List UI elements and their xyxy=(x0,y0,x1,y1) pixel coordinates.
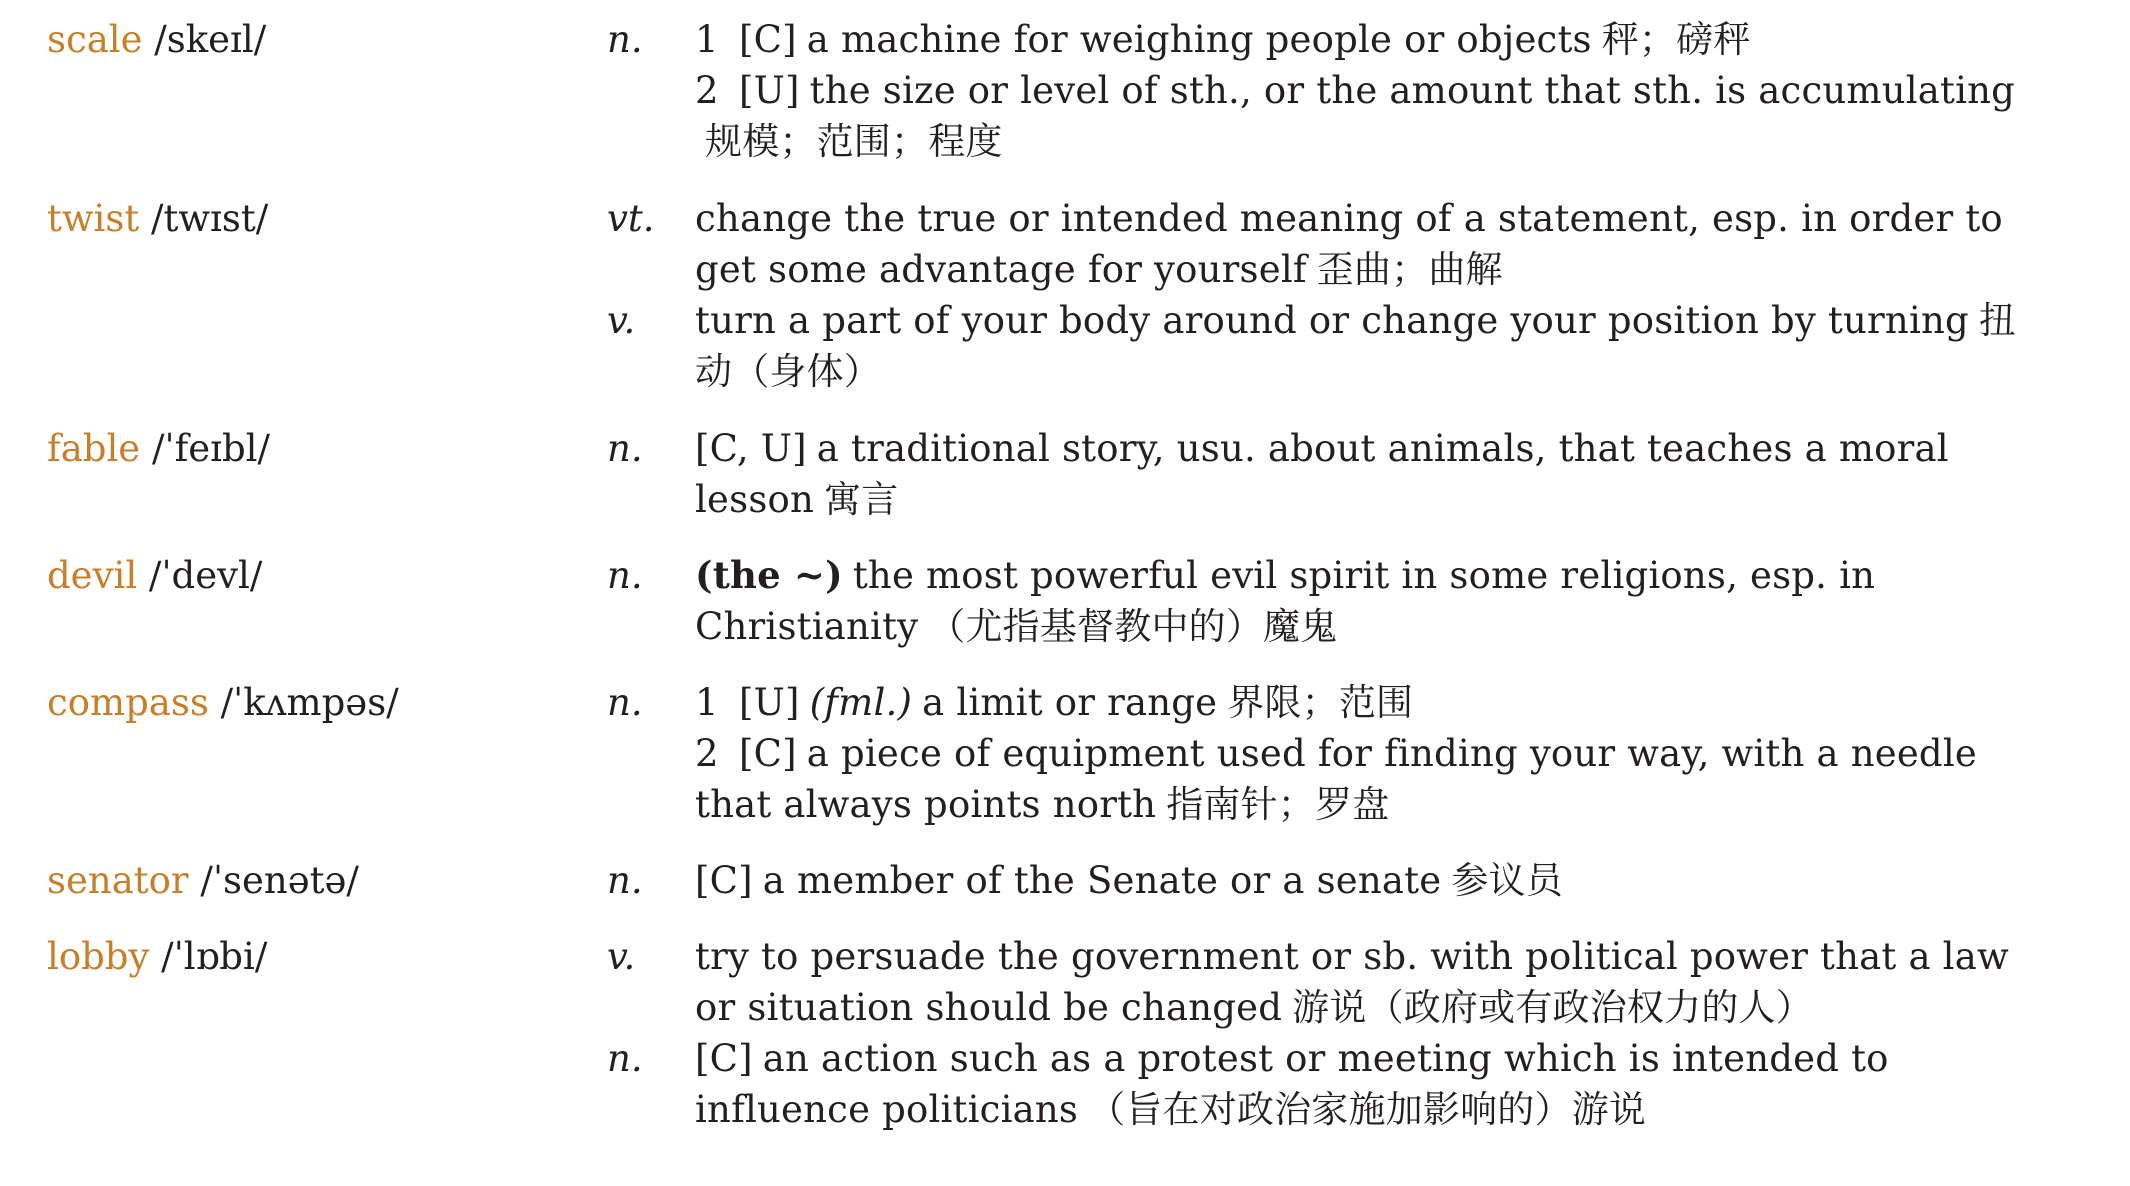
entry-compass xyxy=(47,677,2087,830)
definition xyxy=(695,65,2035,167)
headword: scale xyxy=(47,18,143,61)
sense xyxy=(607,1033,2087,1135)
headword: devil xyxy=(47,554,138,597)
senses xyxy=(607,193,2087,397)
headword-block xyxy=(47,14,607,65)
pronunciation: /ˈfeɪbl/ xyxy=(151,427,270,470)
pronunciation: /skeɪl/ xyxy=(154,18,267,61)
part-of-speech: n. xyxy=(607,427,643,470)
sense xyxy=(607,423,2087,525)
grammar-code: [C] xyxy=(739,732,797,775)
sense-number: 1 xyxy=(695,18,719,61)
grammar-code: [C] xyxy=(695,859,753,902)
definition-block xyxy=(695,677,2035,830)
sense xyxy=(607,677,2087,830)
definition-text: a piece of equipment used for finding your way, with a needle that always points north xyxy=(695,732,1977,826)
sense xyxy=(607,550,2087,652)
definition xyxy=(695,931,2035,1033)
headword-block xyxy=(47,931,607,982)
chinese-translation: 参议员 xyxy=(1451,859,1563,902)
register-label: (fml.) xyxy=(809,681,913,724)
pronunciation: /ˈkʌmpəs/ xyxy=(220,681,399,724)
headword-block xyxy=(47,550,607,601)
chinese-translation: 歪曲；曲解 xyxy=(1316,248,1503,291)
definition-text: a traditional story, usu. about animals, that teaches a moral lesson xyxy=(695,427,1949,521)
chinese-translation: 扭动（身体） xyxy=(695,299,2017,393)
entry-fable xyxy=(47,423,2087,525)
part-of-speech: n. xyxy=(607,554,643,597)
chinese-translation: 游说（政府或有政治权力的人） xyxy=(1292,986,1813,1029)
definition xyxy=(695,677,2035,728)
grammar-code: [C, U] xyxy=(695,427,807,470)
part-of-speech: v. xyxy=(607,299,636,342)
pronunciation: /twɪst/ xyxy=(151,197,269,240)
headword-block xyxy=(47,193,607,244)
part-of-speech: n. xyxy=(607,18,643,61)
definition-text: a machine for weighing people or objects xyxy=(806,18,1592,61)
headword: compass xyxy=(47,681,209,724)
sense-number: 1 xyxy=(695,681,719,724)
definition xyxy=(695,295,2035,397)
entry-scale xyxy=(47,14,2087,167)
senses xyxy=(607,14,2087,167)
headword: fable xyxy=(47,427,141,470)
entry-senator xyxy=(47,855,2087,906)
part-of-speech: n. xyxy=(607,681,643,724)
definition-text: try to persuade the government or sb. with political power that a law or situation should be changed xyxy=(695,935,2009,1029)
definition xyxy=(695,14,2035,65)
chinese-translation: 秤；磅秤 xyxy=(1601,18,1751,61)
senses xyxy=(607,550,2087,652)
sense xyxy=(607,931,2087,1033)
part-of-speech: n. xyxy=(607,1037,643,1080)
grammar-code: [C] xyxy=(739,18,797,61)
chinese-translation: 规模；范围；程度 xyxy=(705,120,1003,163)
part-of-speech: v. xyxy=(607,935,636,978)
headword-block xyxy=(47,423,607,474)
entry-twist xyxy=(47,193,2087,397)
sense xyxy=(607,855,2087,906)
sense xyxy=(607,295,2087,397)
senses xyxy=(607,931,2087,1135)
sense xyxy=(607,14,2087,167)
usage-note: (the ~) xyxy=(695,553,843,597)
definition-text: turn a part of your body around or change your position by turning xyxy=(695,299,1969,342)
pronunciation: /ˈdevl/ xyxy=(148,554,263,597)
headword: lobby xyxy=(47,935,150,978)
grammar-code: [U] xyxy=(739,681,800,724)
pronunciation: /ˈlɒbi/ xyxy=(161,935,268,978)
chinese-translation: 界限；范围 xyxy=(1227,681,1414,724)
headword-block xyxy=(47,677,607,728)
sense-number: 2 xyxy=(695,69,719,112)
definition-text: a member of the Senate or a senate xyxy=(762,859,1442,902)
definition-text: change the true or intended meaning of a statement, esp. in order to get some advantage for yourself xyxy=(695,197,2003,291)
senses xyxy=(607,423,2087,525)
part-of-speech: n. xyxy=(607,859,643,902)
definition-text: the most powerful evil spirit in some religions, esp. in Christianity xyxy=(695,554,1876,648)
chinese-translation: （尤指基督教中的）魔鬼 xyxy=(928,605,1338,648)
entry-lobby xyxy=(47,931,2087,1135)
chinese-translation: 指南针；罗盘 xyxy=(1166,783,1390,826)
definition xyxy=(695,550,2035,652)
grammar-code: [C] xyxy=(695,1037,753,1080)
headword: senator xyxy=(47,859,189,902)
grammar-code: [U] xyxy=(739,69,800,112)
definition xyxy=(695,423,2035,525)
definition xyxy=(695,728,2035,830)
definition xyxy=(695,855,2035,906)
sense xyxy=(607,193,2087,295)
part-of-speech: vt. xyxy=(607,197,655,240)
chinese-translation: 寓言 xyxy=(824,478,899,521)
sense-number: 2 xyxy=(695,732,719,775)
definition-text: a limit or range xyxy=(922,681,1218,724)
pronunciation: /ˈsenətə/ xyxy=(200,859,359,902)
chinese-translation: （旨在对政治家施加影响的）游说 xyxy=(1088,1088,1647,1131)
headword: twist xyxy=(47,197,140,240)
definition-text: the size or level of sth., or the amount that sth. is accumulating xyxy=(809,69,2016,112)
entry-devil xyxy=(47,550,2087,652)
headword-block xyxy=(47,855,607,906)
senses xyxy=(607,677,2087,830)
definition-text: an action such as a protest or meeting which is intended to influence politicians xyxy=(695,1037,1889,1131)
senses xyxy=(607,855,2087,906)
definition xyxy=(695,193,2035,295)
definition-block xyxy=(695,14,2035,167)
definition xyxy=(695,1033,2035,1135)
vocabulary-list xyxy=(47,14,2087,1135)
